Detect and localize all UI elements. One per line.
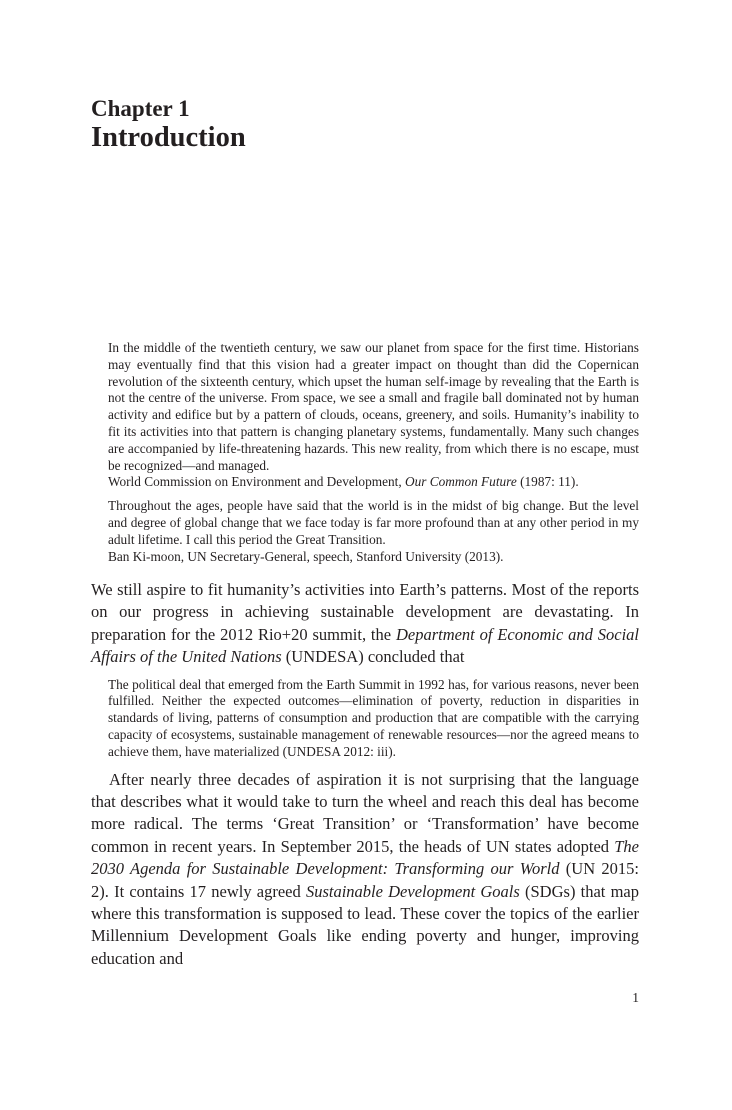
epigraph-1-source-prefix: World Commission on Environment and Development, (108, 474, 405, 490)
epigraph-1-text: In the middle of the twentieth century, we saw our planet from space for the first time. Historians may eventually find that this vision had a greater impact on thought than did the Copernican revolution of the sixteenth century, which upset the human self-image by revealing that the Earth is not the centre of the universe. From space, we see a small and fragile ball dominated not by human activity and edifice but by a pattern of clouds, oceans, greenery, and soils. Humanity’s inability to fit its activities into that pattern is changing planetary systems, fundamentally. Many such changes are accompanied by life-threatening hazards. This new reality, from which there is no escape, must be recognized—and managed. (108, 340, 639, 473)
block-quote: The political deal that emerged from the Earth Summit in 1992 has, for various reasons, never been fulfilled. Neither the expected outcomes—elimination of poverty, reduction in disparities in standards of living, patterns of consumption and production that are compatible with the carrying capacity of ecosystems, sustainable management of renewable resources—nor the agreed means to achieve them, have materialized (UNDESA 2012: iii). (108, 676, 639, 759)
epigraph-1-source-suffix: (1987: 11). (516, 474, 579, 490)
paragraph-2-part-a: After nearly three decades of aspiration it is not surprising that the language that describes what it would take to turn the wheel and reach this deal has become more radical. The terms ‘Great Transition’ or ‘Transformation’ have become common in recent years. In September 2015, the heads of UN states adopted (91, 769, 639, 856)
paragraph-1-part-a: We still aspire to fit humanity’s activities into Earth’s patterns. Most of the reports on our progress in achieving sustainable development are devastating. In preparation for the 2012 Rio+20 summit, the (91, 580, 639, 644)
chapter-label: Chapter 1 (91, 96, 190, 121)
paragraph-1-part-b: (UNDESA) concluded that (281, 647, 465, 667)
epigraphs (108, 340, 639, 565)
paragraph-2-part-c: (SDGs) that map where this transformation is supposed to lead. These cover the topics of the earlier Millennium Development Goals like ending poverty and hunger, improving education and (91, 881, 639, 968)
paragraph-1 (91, 579, 639, 669)
paragraph-1-italic: Department of Economic and Social Affairs of the United Nations (91, 624, 639, 667)
book-page (91, 0, 639, 1110)
epigraph-gap (108, 491, 639, 498)
epigraph-1-source-title: Our Common Future (404, 474, 517, 490)
paragraph-2-italic-2: Sustainable Development Goals (305, 881, 520, 901)
page-number: 1 (632, 990, 639, 1005)
epigraph-1-source (108, 474, 639, 491)
chapter-title: Introduction (91, 122, 246, 153)
paragraph-2 (91, 769, 639, 971)
epigraph-2-source: Ban Ki-moon, UN Secretary-General, speech, Stanford University (2013). (108, 548, 504, 564)
paragraph-2-part-b: (UN 2015: 2). It contains 17 newly agreed (91, 859, 639, 901)
epigraph-2-text: Throughout the ages, people have said that the world is in the midst of big change. But the level and degree of global change that we face today is far more profound than at any other period in my adult lifetime. I call this period the Great Transition. (108, 498, 639, 547)
body-text (91, 579, 639, 970)
paragraph-2-italic-1: The 2030 Agenda for Sustainable Development: Transforming our World (91, 836, 639, 879)
